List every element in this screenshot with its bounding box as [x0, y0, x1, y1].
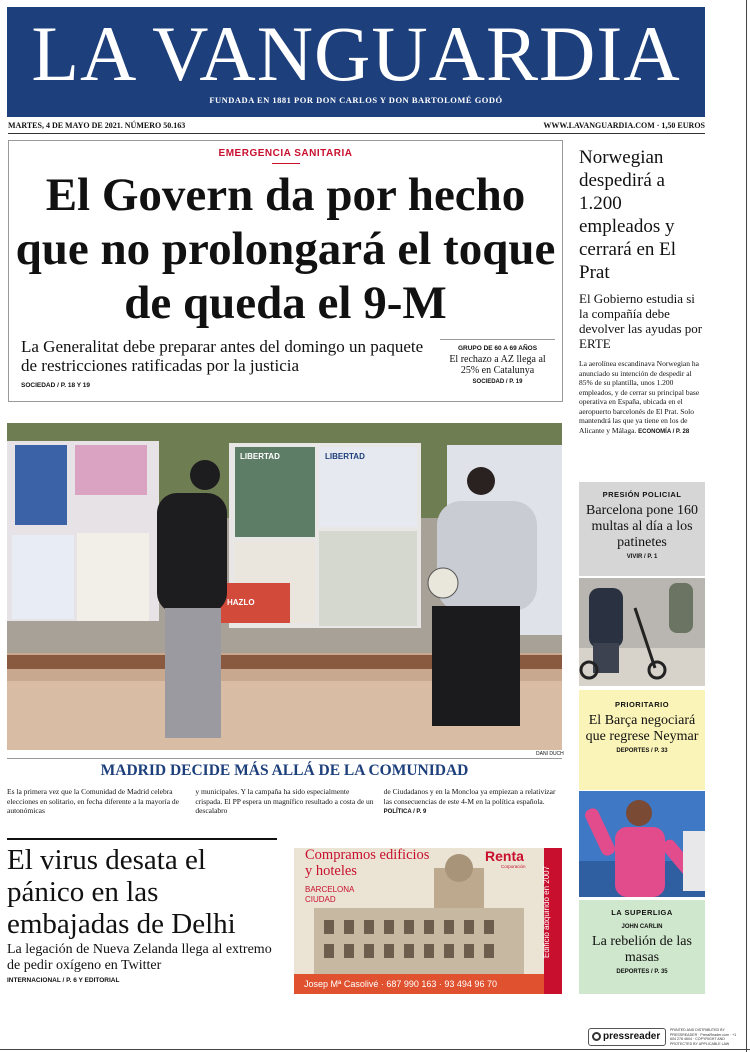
sidebar-section: SOCIEDAD / P. 19 [472, 379, 523, 385]
ad-brand: Renta [485, 848, 524, 864]
virus-section[interactable]: INTERNACIONAL / P. 6 Y EDITORIAL [7, 977, 120, 984]
norwegian-headline[interactable]: Norwegian despedirá a 1.200 empleados y cerrará en El Prat [579, 147, 677, 283]
sidebar-text: El rechazo a AZ llega al 25% en Catalunya [449, 354, 546, 376]
photo-credit: DANI DUCH [536, 751, 564, 757]
ad-contact[interactable]: Josep Mª Casolivé · 687 990 163 · 93 494 96 70 [294, 974, 544, 994]
masthead [7, 7, 705, 117]
lead-sidebar[interactable] [440, 339, 555, 385]
divider [8, 133, 705, 134]
norwegian-deck: El Gobierno estudia si la compañía debe devolver las ayudas por ERTE [579, 291, 703, 351]
poster-text: LIBERTAD [240, 452, 280, 461]
policia-box[interactable] [579, 482, 705, 576]
neymar-photo[interactable] [579, 791, 705, 897]
norwegian-section[interactable]: ECONOMÍA / P. 28 [638, 428, 690, 435]
issue-date: MARTES, 4 DE MAYO DE 2021. NÚMERO 50.163 [8, 121, 186, 130]
advertisement[interactable] [294, 838, 562, 994]
madrid-headline[interactable]: MADRID DECIDE MÁS ALLÁ DE LA COMUNIDAD [7, 758, 562, 780]
madrid-col-3: de Ciudadanos y en la Moncloa ya empiezan a relativizar las consecuencias de este 4-M en la política española. POLÍTICA / P. 9 [383, 787, 556, 816]
photo-illustration [7, 423, 562, 750]
lead-kicker: EMERGENCIA SANITARIA [218, 148, 353, 159]
policia-headline[interactable]: Barcelona pone 160 multas al día a los patinetes [586, 503, 698, 550]
lead-headline[interactable]: El Govern da por hecho que no prolongará el toque de queda el 9-M [15, 169, 556, 329]
site-and-price: WWW.LAVANGUARDIA.COM · 1,50 EUROS [543, 121, 705, 130]
superliga-box[interactable] [579, 900, 705, 994]
ad-title: Compramos edificios y hoteles [305, 847, 430, 879]
barca-kicker: PRIORITARIO [614, 700, 670, 709]
info-bar [8, 121, 705, 130]
poster-text: HAZLO [227, 598, 255, 607]
pressreader-note: PRINTED AND DISTRIBUTED BY PRESSREADER · PressReader.com · +1 604 278 4604 · COPYRIGHT AND PROTECTED BY APPLICABLE LAW [670, 1028, 737, 1046]
superliga-headline[interactable]: La rebelión de las masas [592, 934, 692, 965]
policia-kicker: PRESIÓN POLICIAL [602, 490, 682, 499]
barca-headline[interactable]: El Barça negociará que regrese Neymar [585, 713, 699, 744]
madrid-col-1: Es la primera vez que la Comunidad de Madrid celebra elecciones en solitario, en fecha diferente a la mayoría de autonómicas [7, 787, 179, 816]
norwegian-story[interactable] [579, 146, 705, 437]
policia-section[interactable]: VIVIR / P. 1 [626, 554, 658, 560]
poster-text: LIBERTAD [325, 452, 365, 461]
pressreader-icon [592, 1032, 601, 1041]
lead-story[interactable] [8, 140, 563, 402]
madrid-col-2: y municipales. Y la campaña ha sido especialmente crispada. El PP espera un magnífico resultado a costa de un descalabro [195, 787, 374, 816]
pressreader-logo[interactable]: pressreader [588, 1028, 666, 1046]
madrid-section[interactable]: POLÍTICA / P. 9 [383, 809, 427, 816]
norwegian-body: La aerolínea escandinava Norwegian ha anunciado su intención de despedir al 85% de su plantilla, unos 1.200 empleados, y de cerrar su principal base operativa en España, ubicada en el aeropuerto barcelonés de El Prat. Solo mantendrá las que ya tiene en los de Alicante y Málaga. ECONOMÍA / P. 28 [579, 359, 700, 435]
ad-brand-sub: Corporación [501, 864, 526, 869]
superliga-author: JOHN CARLIN [621, 924, 663, 930]
virus-headline[interactable]: El virus desata el pánico en las embajadas de Delhi [7, 844, 236, 940]
madrid-body [7, 787, 562, 818]
virus-story[interactable] [7, 838, 277, 984]
lead-subhead: La Generalitat debe preparar antes del domingo un paquete de restricciones ratificadas por la justicia [21, 337, 424, 375]
newspaper-logo[interactable]: LA VANGUARDIA [31, 10, 681, 97]
superliga-section[interactable]: DEPORTES / P. 35 [616, 969, 668, 975]
lead-section[interactable]: SOCIEDAD / P. 18 Y 19 [21, 382, 91, 389]
sidebar-kicker: GRUPO DE 60 A 69 AÑOS [457, 345, 538, 352]
scooter-photo[interactable] [579, 578, 705, 686]
ad-subtitle: BARCELONA CIUDAD [305, 885, 354, 904]
kicker-rule [272, 163, 300, 164]
front-photo[interactable] [7, 423, 562, 750]
barca-box[interactable] [579, 690, 705, 790]
barca-section[interactable]: DEPORTES / P. 33 [616, 748, 668, 754]
virus-deck: La legación de Nueva Zelanda llega al extremo de pedir oxígeno en Twitter [7, 942, 272, 973]
masthead-tagline: FUNDADA EN 1881 POR DON CARLOS Y DON BARTOLOMÉ GODÓ [209, 95, 503, 105]
ad-vertical-text: Edificio adquirido en 2007 [542, 865, 551, 958]
superliga-kicker: LA SUPERLIGA [611, 908, 673, 917]
